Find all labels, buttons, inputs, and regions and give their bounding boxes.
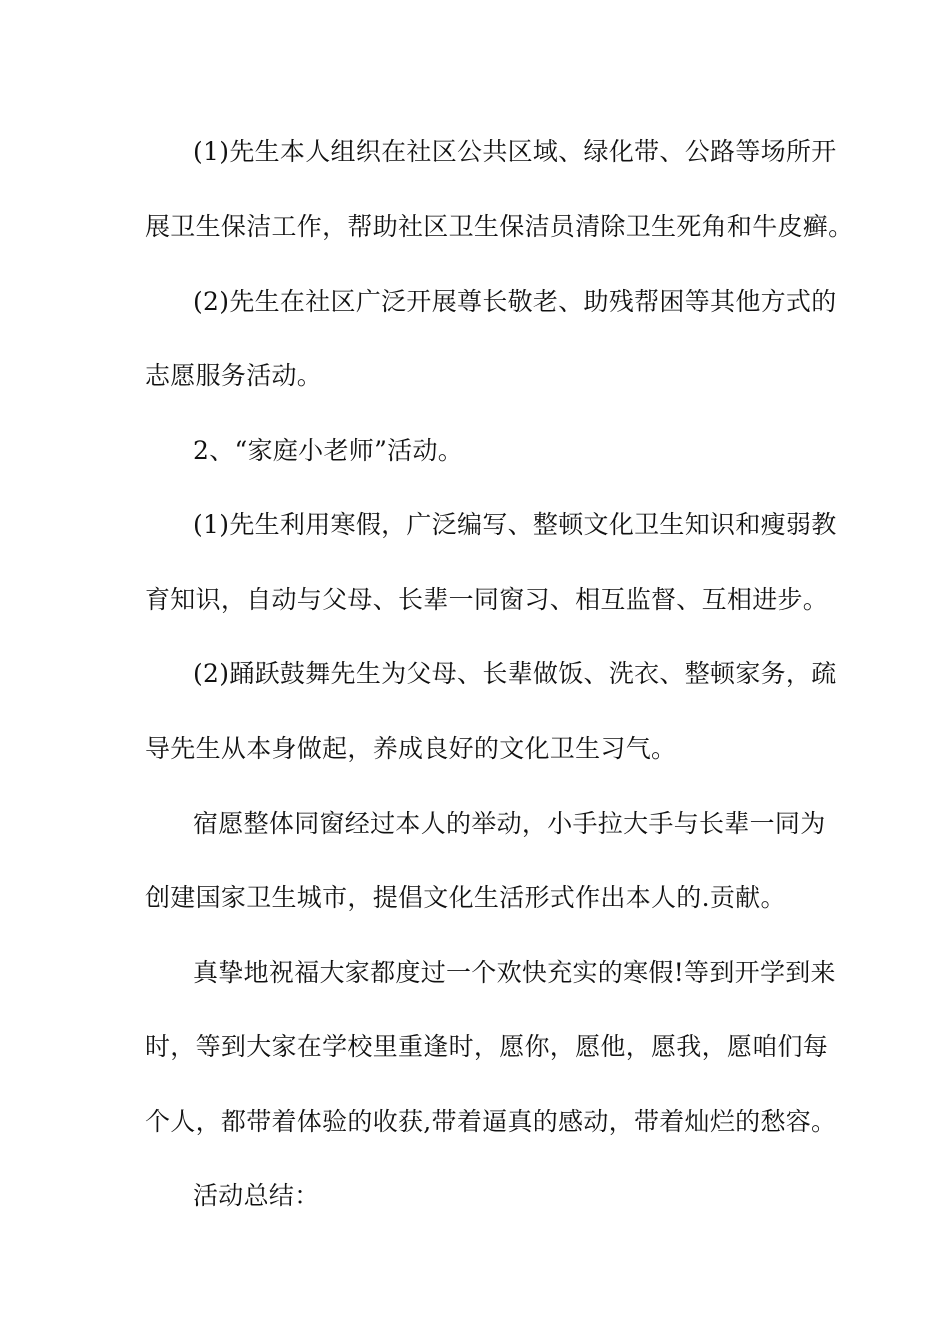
paragraph-line: (2)先生在社区广泛开展尊长敬老、助残帮困等其他方式的 <box>193 287 837 316</box>
paragraph-line: (1)先生本人组织在社区公共区域、绿化带、公路等场所开 <box>193 137 837 166</box>
paragraph-line: (2)踊跃鼓舞先生为父母、长辈做饭、洗衣、整顿家务，疏 <box>193 659 837 688</box>
paragraph-line: (1)先生利用寒假，广泛编写、整顿文化卫生知识和瘦弱教 <box>193 510 837 539</box>
paragraph-line: 导先生从本身做起，养成良好的文化卫生习气。 <box>145 734 677 763</box>
paragraph-line: 宿愿整体同窗经过本人的举动，小手拉大手与长辈一同为 <box>193 809 826 838</box>
paragraph-line: 2、“家庭小老师”活动。 <box>193 436 464 465</box>
paragraph-line: 时，等到大家在学校里重逢时，愿你，愿他，愿我，愿咱们每 <box>145 1032 829 1061</box>
section-heading: 活动总结： <box>193 1181 320 1210</box>
paragraph-line: 真挚地祝福大家都度过一个欢快充实的寒假!等到开学到来 <box>193 958 836 987</box>
paragraph-line: 创建国家卫生城市，提倡文化生活形式作出本人的.贡献。 <box>145 883 786 912</box>
paragraph-line: 志愿服务活动。 <box>145 361 323 390</box>
paragraph-line: 育知识，自动与父母、长辈一同窗习、相互监督、互相进步。 <box>145 585 829 614</box>
paragraph-line: 个人，都带着体验的收获,带着逼真的感动，带着灿烂的愁容。 <box>145 1107 837 1136</box>
paragraph-line: 展卫生保洁工作，帮助社区卫生保洁员清除卫生死角和牛皮癣。 <box>145 212 854 241</box>
